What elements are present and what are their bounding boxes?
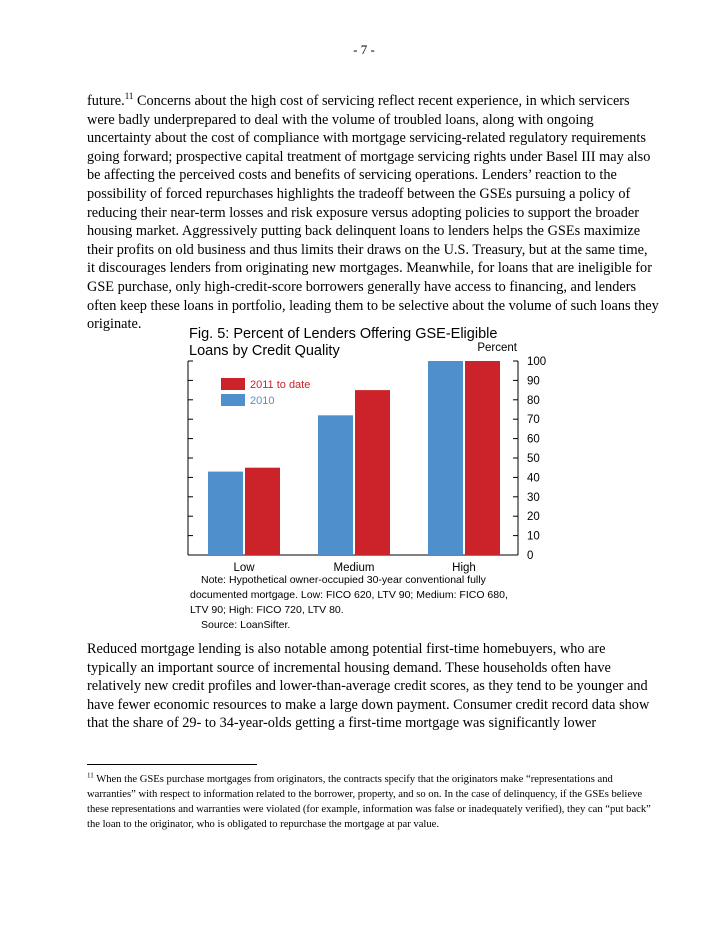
- page-number: - 7 -: [353, 42, 375, 57]
- chart-note-line: Note: Hypothetical owner-occupied 30-year conventional fully: [201, 574, 486, 586]
- legend-label: 2010: [250, 395, 275, 407]
- y-tick-label: 100: [527, 356, 547, 368]
- bar-low-2010: [208, 472, 243, 555]
- x-category-label: Medium: [333, 562, 375, 574]
- chart-note-line: documented mortgage. Low: FICO 620, LTV 90; Medium: FICO 680,: [190, 589, 508, 601]
- bar-high-2010: [428, 361, 463, 555]
- chart-note: [190, 574, 508, 631]
- paragraph-text: Concerns about the high cost of servicing reflect recent experience, in which servicers were badly underprepared to deal with the volume of troubled loans, along with ongoing uncertainty about the cost of compliance with mortgage servicing-related regulatory requirements going forward; prospective capital treatment of mortgage servicing rights under Basel III may also be affecting the perceived costs and benefits of servicing operations. Lenders’ reaction to the possibility of forced repurchases highlights the tradeoff between the GSEs pursuing a policy of reducing their near-term losses and risk exposure versus adopting policies to support the broader housing market. Aggressively putting back delinquent loans to lenders helps the GSEs maximize their profits on old business and thus limits their draws on the U.S. Treasury, but at the same time, it discourages lenders from originating new mortgages. Meanwhile, for loans that are ineligible for GSE purchase, only high-credit-score borrowers generally have access to financing, and lenders often keep these loans in portfolio, leading them to be selective about the volume of such loans they originate.: [87, 93, 659, 333]
- bar-high-2011-to-date: [465, 361, 500, 555]
- paragraph-lead: future.: [87, 93, 125, 109]
- chart-title-line-1: Fig. 5: Percent of Lenders Offering GSE-Eligible: [189, 326, 498, 342]
- y-tick-label: 50: [527, 453, 540, 465]
- legend-swatch: [221, 394, 245, 406]
- y-tick-label: 90: [527, 375, 540, 388]
- chart-plot-area: [188, 356, 546, 574]
- footnote-reference[interactable]: 11: [124, 91, 134, 102]
- x-category-label: Low: [233, 562, 255, 574]
- bar-medium-2010: [318, 415, 353, 555]
- footnote-text: When the GSEs purchase mortgages from originators, the contracts specify that the originators make “representations and warranties” with respect to information related to the borrower, property, and so on. In the case of delinquency, if the GSEs believe these representations and warranties were violated (for example, information was false or inadequately verified), they can “put back” the loan to the originator, who is obligated to repurchase the mortgage at par value.: [87, 774, 651, 831]
- body-paragraph-1: [87, 92, 659, 334]
- y-tick-label: 30: [527, 491, 540, 504]
- y-axis-label: Percent: [477, 342, 517, 354]
- y-tick-label: 20: [527, 511, 540, 524]
- legend-swatch: [221, 378, 245, 390]
- y-tick-label: 70: [527, 414, 540, 427]
- footnote-11: [87, 772, 659, 832]
- chart-note-line: LTV 90; High: FICO 720, LTV 80.: [190, 604, 344, 616]
- footnote-divider: [87, 764, 257, 765]
- chart-note-line: Source: LoanSifter.: [201, 619, 291, 631]
- chart-title-line-2: Loans by Credit Quality: [189, 343, 340, 359]
- bar-medium-2011-to-date: [355, 390, 390, 555]
- y-tick-label: 60: [527, 433, 540, 446]
- legend-label: 2011 to date: [250, 379, 311, 391]
- body-paragraph-2: Reduced mortgage lending is also notable among potential first-time homebuyers, who are typically an important source of incremental housing demand. These households often have relatively new credit profiles and lower-than-average credit scores, as they tend to be younger and have fewer economic resources to make a large down payment. Consumer credit record data show that the share of 29- to 34-year-olds getting a first-time mortgage was significantly lower: [87, 641, 650, 732]
- x-category-label: High: [452, 562, 476, 574]
- y-tick-label: 0: [527, 550, 534, 562]
- y-tick-label: 10: [527, 530, 540, 543]
- y-tick-label: 40: [527, 472, 540, 485]
- footnote-number: 11: [87, 771, 94, 780]
- bar-low-2011-to-date: [245, 468, 280, 555]
- y-tick-label: 80: [527, 394, 540, 407]
